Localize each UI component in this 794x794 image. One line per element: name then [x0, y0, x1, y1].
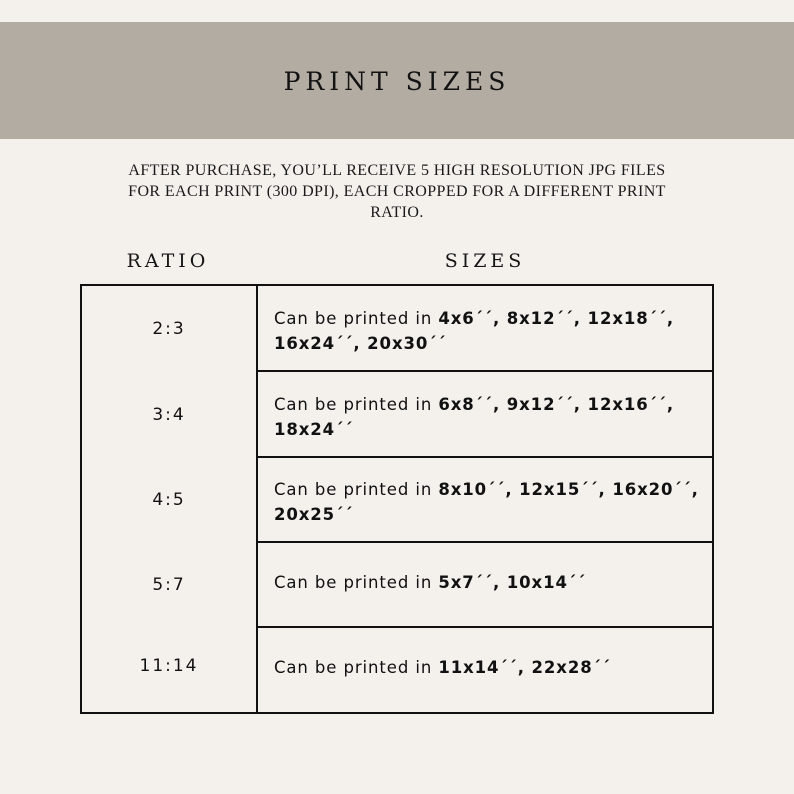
sizes-column-header: SIZES [444, 250, 526, 272]
sizes-cell [274, 306, 699, 356]
sizes-prefix: Can be printed in [274, 309, 439, 328]
sizes-cell [274, 392, 699, 442]
ratio-cell: 3:4 [152, 405, 186, 425]
sizes-prefix: Can be printed in [274, 658, 439, 677]
ratio-cell: 2:3 [152, 319, 186, 339]
table-row [82, 286, 712, 371]
intro-line-2: FOR EACH PRINT (300 DPI), EACH CROPPED FOR A DIFFERENT PRINT [128, 183, 666, 200]
intro-text [90, 160, 704, 223]
sizes-values-line-1: 8x10´´, 12x15´´, 16x20´´, [438, 480, 699, 499]
sizes-cell [274, 570, 699, 595]
sizes-values-line-2: 20x25´´ [274, 505, 354, 524]
sizes-values-line-1: 4x6´´, 8x12´´, 12x18´´, [438, 309, 675, 328]
title-banner [0, 22, 794, 139]
sizes-values-line-1: 6x8´´, 9x12´´, 12x16´´, [438, 395, 675, 414]
ratio-cell: 11:14 [139, 656, 199, 676]
sizes-values-line-2: 18x24´´ [274, 420, 354, 439]
ratio-column-header: RATIO [126, 250, 210, 272]
sizes-prefix: Can be printed in [274, 480, 439, 499]
table-row [82, 372, 712, 457]
intro-line-3: RATIO. [370, 204, 424, 221]
table-row [82, 542, 712, 627]
print-sizes-table [80, 284, 714, 714]
sizes-values-line-1: 5x7´´, 10x14´´ [438, 573, 587, 592]
intro-line-1: AFTER PURCHASE, YOU’LL RECEIVE 5 HIGH RESOLUTION JPG FILES [128, 162, 666, 179]
page-title: PRINT SIZES [283, 67, 511, 96]
ratio-cell: 5:7 [152, 575, 186, 595]
table-row [82, 627, 712, 712]
sizes-cell [274, 477, 699, 527]
sizes-values-line-1: 11x14´´, 22x28´´ [438, 658, 611, 677]
table-row [82, 457, 712, 542]
sizes-values-line-2: 16x24´´, 20x30´´ [274, 334, 447, 353]
sizes-cell [274, 655, 699, 680]
sizes-prefix: Can be printed in [274, 573, 439, 592]
ratio-cell: 4:5 [152, 490, 186, 510]
sizes-prefix: Can be printed in [274, 395, 439, 414]
